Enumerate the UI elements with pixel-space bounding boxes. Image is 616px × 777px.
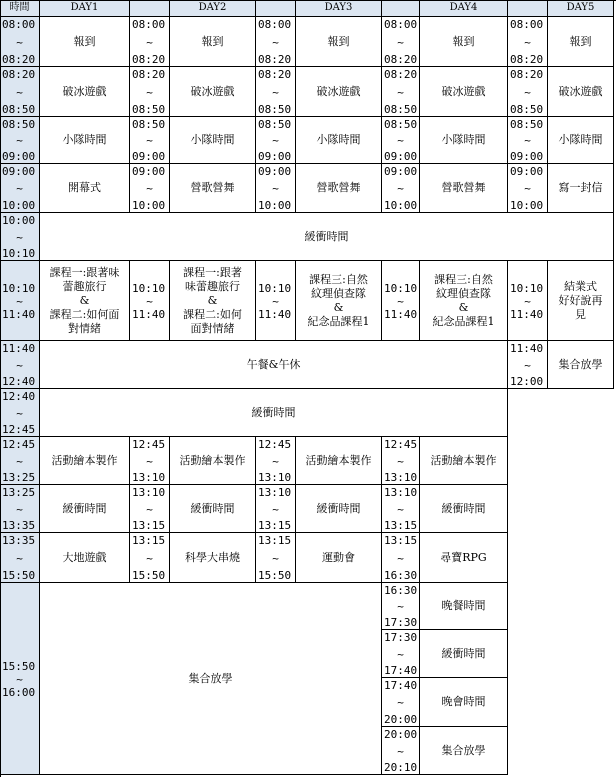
time-start: 10:10: [258, 281, 292, 295]
time-start: 13:15: [258, 534, 292, 547]
time-start: 10:00: [2, 214, 36, 227]
header-cell: DAY3: [296, 0, 382, 17]
time-cell: [382, 727, 420, 775]
time-separator: ~: [272, 502, 279, 516]
time-cell: [130, 67, 170, 117]
time-cell: [382, 164, 420, 213]
activity-cell: 活動繪本製作: [296, 437, 382, 485]
time-separator: ~: [16, 85, 23, 99]
time-separator: ~: [146, 85, 153, 99]
time-cell: [130, 117, 170, 164]
time-cell: [508, 117, 548, 164]
activity-cell: 課程三:自然 紋理偵查隊 & 紀念品課程1: [296, 261, 382, 341]
time-separator: ~: [16, 134, 23, 147]
activity-cell: 破冰遊戲: [548, 67, 614, 117]
time-end: 08:50: [510, 103, 544, 116]
time-start: 08:20: [2, 68, 36, 81]
time-separator: ~: [146, 35, 153, 49]
time-cell: [130, 533, 170, 583]
time-start: 13:10: [258, 486, 292, 499]
time-separator: ~: [146, 182, 153, 195]
time-end: 08:50: [258, 103, 292, 116]
time-cell: [0, 213, 40, 261]
time-end: 10:00: [132, 199, 166, 212]
time-cell: [382, 437, 420, 485]
activity-cell: 破冰遊戲: [170, 67, 256, 117]
time-end: 09:00: [132, 150, 166, 163]
time-end: 11:40: [384, 307, 418, 321]
time-start: 09:00: [258, 165, 292, 178]
header-cell: DAY2: [170, 0, 256, 17]
activity-cell: 課程一:跟著味 蕾趣旅行 & 課程二:如何面 對情緒: [40, 261, 130, 341]
time-start: 17:30: [384, 631, 418, 644]
time-end: 17:40: [384, 664, 418, 677]
header-cell: DAY5: [548, 0, 614, 17]
time-end: 16:00: [2, 685, 36, 699]
time-start: 13:10: [384, 486, 418, 499]
time-end: 08:20: [384, 53, 418, 66]
time-cell: [256, 261, 296, 341]
time-separator: ~: [397, 85, 404, 99]
time-end: 08:20: [510, 53, 544, 66]
time-end: 13:35: [2, 519, 36, 532]
activity-cell: 營歌營舞: [170, 164, 256, 213]
time-start: 11:40: [2, 342, 36, 355]
time-start: 12:45: [384, 438, 418, 451]
time-end: 15:50: [2, 569, 36, 582]
time-start: 09:00: [2, 165, 36, 178]
activity-cell: 緩衝時間: [420, 630, 508, 678]
activity-cell: 集合放學: [40, 583, 382, 775]
activity-cell: 午餐&午休: [40, 341, 508, 389]
time-end: 15:50: [132, 569, 166, 582]
time-start: 13:15: [132, 534, 166, 547]
time-start: 15:50: [2, 659, 36, 673]
time-end: 10:10: [2, 247, 36, 260]
time-end: 08:50: [384, 103, 418, 116]
time-end: 13:15: [384, 519, 418, 532]
time-end: 15:50: [258, 569, 292, 582]
time-separator: ~: [397, 696, 404, 709]
time-end: 10:00: [258, 199, 292, 212]
time-end: 13:10: [132, 471, 166, 484]
activity-cell: 集合放學: [420, 727, 508, 775]
time-separator: ~: [146, 502, 153, 516]
time-separator: ~: [272, 35, 279, 49]
time-start: 08:00: [2, 18, 36, 31]
activity-cell: 小隊時間: [170, 117, 256, 164]
activity-cell: 緩衝時間: [296, 485, 382, 533]
time-cell: [508, 17, 548, 67]
time-end: 13:15: [132, 519, 166, 532]
time-end: 13:10: [384, 471, 418, 484]
time-start: 08:00: [510, 18, 544, 31]
time-cell: [0, 261, 40, 341]
time-separator: ~: [272, 85, 279, 99]
activity-cell: 小隊時間: [548, 117, 614, 164]
time-cell: [0, 17, 40, 67]
time-cell: [0, 485, 40, 533]
time-separator: ~: [272, 454, 279, 468]
time-separator: ~: [397, 454, 404, 468]
time-cell: [382, 17, 420, 67]
activity-cell: 尋寶RPG: [420, 533, 508, 583]
time-end: 10:00: [510, 199, 544, 212]
time-end: 12:00: [510, 375, 544, 388]
time-separator: ~: [524, 358, 531, 372]
time-cell: [508, 261, 548, 341]
time-end: 11:40: [2, 307, 36, 321]
time-end: 09:00: [258, 150, 292, 163]
time-end: 08:20: [258, 53, 292, 66]
activity-cell: 營歌營舞: [420, 164, 508, 213]
activity-cell: 破冰遊戲: [40, 67, 130, 117]
time-start: 13:10: [132, 486, 166, 499]
time-end: 08:20: [132, 53, 166, 66]
time-start: 08:00: [384, 18, 418, 31]
time-cell: [0, 389, 40, 437]
activity-cell: 晚會時間: [420, 678, 508, 727]
time-start: 10:10: [510, 281, 544, 295]
time-start: 08:20: [510, 68, 544, 81]
time-cell: [256, 485, 296, 533]
time-start: 08:20: [384, 68, 418, 81]
time-cell: [508, 341, 548, 389]
time-start: 11:40: [510, 342, 544, 355]
time-cell: [0, 164, 40, 213]
time-separator: ~: [146, 454, 153, 468]
time-cell: [508, 67, 548, 117]
header-cell: [508, 0, 548, 17]
activity-cell: 科學大串燒: [170, 533, 256, 583]
activity-cell: 小隊時間: [420, 117, 508, 164]
time-cell: [382, 678, 420, 727]
time-separator: ~: [397, 134, 404, 147]
time-cell: [130, 164, 170, 213]
time-separator: ~: [397, 744, 404, 758]
time-start: 10:10: [2, 281, 36, 295]
time-start: 13:15: [384, 534, 418, 547]
activity-cell: 課程三:自然 紋理偵查隊 & 紀念品課程1: [420, 261, 508, 341]
time-cell: [382, 117, 420, 164]
time-separator: ~: [524, 134, 531, 147]
time-separator: ~: [397, 502, 404, 516]
time-end: 17:30: [384, 616, 418, 629]
time-cell: [0, 117, 40, 164]
time-cell: [0, 437, 40, 485]
activity-cell: 緩衝時間: [40, 213, 614, 261]
time-end: 09:00: [384, 150, 418, 163]
time-start: 09:00: [384, 165, 418, 178]
time-separator: ~: [272, 294, 279, 308]
time-cell: [508, 164, 548, 213]
time-cell: [0, 341, 40, 389]
time-start: 09:00: [510, 165, 544, 178]
time-cell: [382, 583, 420, 630]
time-end: 09:00: [2, 150, 36, 163]
time-separator: ~: [16, 502, 23, 516]
time-start: 08:50: [132, 118, 166, 131]
time-start: 08:20: [132, 68, 166, 81]
activity-cell: 開幕式: [40, 164, 130, 213]
time-cell: [382, 485, 420, 533]
time-separator: ~: [16, 294, 23, 308]
time-end: 08:50: [2, 103, 36, 116]
time-start: 08:50: [384, 118, 418, 131]
time-separator: ~: [397, 600, 404, 613]
activity-cell: 小隊時間: [40, 117, 130, 164]
activity-cell: 寫一封信: [548, 164, 614, 213]
activity-cell: 活動繪本製作: [40, 437, 130, 485]
time-separator: ~: [397, 551, 404, 565]
time-start: 08:20: [258, 68, 292, 81]
time-cell: [382, 261, 420, 341]
time-separator: ~: [524, 85, 531, 99]
time-cell: [382, 533, 420, 583]
time-end: 11:40: [510, 307, 544, 321]
time-start: 08:50: [258, 118, 292, 131]
time-cell: [0, 533, 40, 583]
header-cell: [130, 0, 170, 17]
time-end: 09:00: [510, 150, 544, 163]
header-cell: 時間: [0, 0, 40, 17]
activity-cell: 緩衝時間: [170, 485, 256, 533]
time-start: 12:40: [2, 390, 36, 403]
time-separator: ~: [16, 672, 23, 686]
time-separator: ~: [272, 182, 279, 195]
activity-cell: 晚餐時間: [420, 583, 508, 630]
time-start: 12:45: [2, 438, 36, 451]
time-cell: [0, 583, 40, 775]
time-cell: [256, 533, 296, 583]
time-cell: [256, 117, 296, 164]
activity-cell: 緩衝時間: [40, 389, 508, 437]
time-cell: [130, 437, 170, 485]
time-separator: ~: [524, 182, 531, 195]
activity-cell: 報到: [170, 17, 256, 67]
activity-cell: 破冰遊戲: [420, 67, 508, 117]
time-separator: ~: [524, 294, 531, 308]
activity-cell: 破冰遊戲: [296, 67, 382, 117]
time-separator: ~: [16, 182, 23, 195]
activity-cell: 小隊時間: [296, 117, 382, 164]
activity-cell: 結業式 好好說再 見: [548, 261, 614, 341]
activity-cell: 緩衝時間: [420, 485, 508, 533]
time-separator: ~: [397, 35, 404, 49]
time-end: 10:00: [2, 199, 36, 212]
time-cell: [382, 630, 420, 678]
time-start: 08:50: [2, 118, 36, 131]
time-separator: ~: [16, 406, 23, 420]
time-separator: ~: [146, 551, 153, 565]
time-end: 16:30: [384, 569, 418, 582]
time-cell: [256, 67, 296, 117]
time-separator: ~: [16, 358, 23, 372]
time-separator: ~: [16, 551, 23, 565]
time-separator: ~: [524, 35, 531, 49]
time-cell: [130, 485, 170, 533]
time-separator: ~: [146, 134, 153, 147]
time-start: 08:00: [132, 18, 166, 31]
time-start: 13:25: [2, 486, 36, 499]
activity-cell: 報到: [296, 17, 382, 67]
time-cell: [382, 67, 420, 117]
time-end: 11:40: [132, 307, 166, 321]
time-start: 20:00: [384, 728, 418, 741]
activity-cell: 營歌營舞: [296, 164, 382, 213]
activity-cell: 大地遊戲: [40, 533, 130, 583]
time-cell: [256, 437, 296, 485]
time-end: 20:00: [384, 713, 418, 726]
time-separator: ~: [16, 35, 23, 49]
time-separator: ~: [272, 551, 279, 565]
time-separator: ~: [16, 230, 23, 244]
time-separator: ~: [397, 647, 404, 661]
time-start: 08:00: [258, 18, 292, 31]
time-end: 08:50: [132, 103, 166, 116]
activity-cell: 緩衝時間: [40, 485, 130, 533]
time-end: 12:45: [2, 423, 36, 436]
time-start: 09:00: [132, 165, 166, 178]
activity-cell: 課程一:跟著 味蕾趣旅行 & 課程二:如何 面對情緒: [170, 261, 256, 341]
time-separator: ~: [272, 134, 279, 147]
time-start: 17:40: [384, 679, 418, 692]
time-start: 12:45: [132, 438, 166, 451]
activity-cell: 運動會: [296, 533, 382, 583]
time-start: 13:35: [2, 534, 36, 547]
time-start: 10:10: [384, 281, 418, 295]
time-cell: [130, 261, 170, 341]
time-start: 10:10: [132, 281, 166, 295]
activity-cell: 報到: [40, 17, 130, 67]
time-start: 16:30: [384, 584, 418, 597]
activity-cell: 報到: [548, 17, 614, 67]
time-end: 10:00: [384, 199, 418, 212]
time-end: 08:20: [2, 53, 36, 66]
activity-cell: 活動繪本製作: [170, 437, 256, 485]
time-end: 11:40: [258, 307, 292, 321]
header-cell: DAY4: [420, 0, 508, 17]
activity-cell: 報到: [420, 17, 508, 67]
header-cell: DAY1: [40, 0, 130, 17]
time-cell: [256, 164, 296, 213]
time-end: 20:10: [384, 761, 418, 774]
time-end: 13:25: [2, 471, 36, 484]
time-end: 13:10: [258, 471, 292, 484]
time-cell: [130, 17, 170, 67]
header-cell: [382, 0, 420, 17]
time-separator: ~: [397, 182, 404, 195]
time-cell: [256, 17, 296, 67]
time-end: 13:15: [258, 519, 292, 532]
time-end: 12:40: [2, 375, 36, 388]
time-start: 08:50: [510, 118, 544, 131]
time-cell: [0, 67, 40, 117]
header-cell: [256, 0, 296, 17]
time-start: 12:45: [258, 438, 292, 451]
activity-cell: 集合放學: [548, 341, 614, 389]
activity-cell: 活動繪本製作: [420, 437, 508, 485]
time-separator: ~: [146, 294, 153, 308]
time-separator: ~: [16, 454, 23, 468]
time-separator: ~: [397, 294, 404, 308]
